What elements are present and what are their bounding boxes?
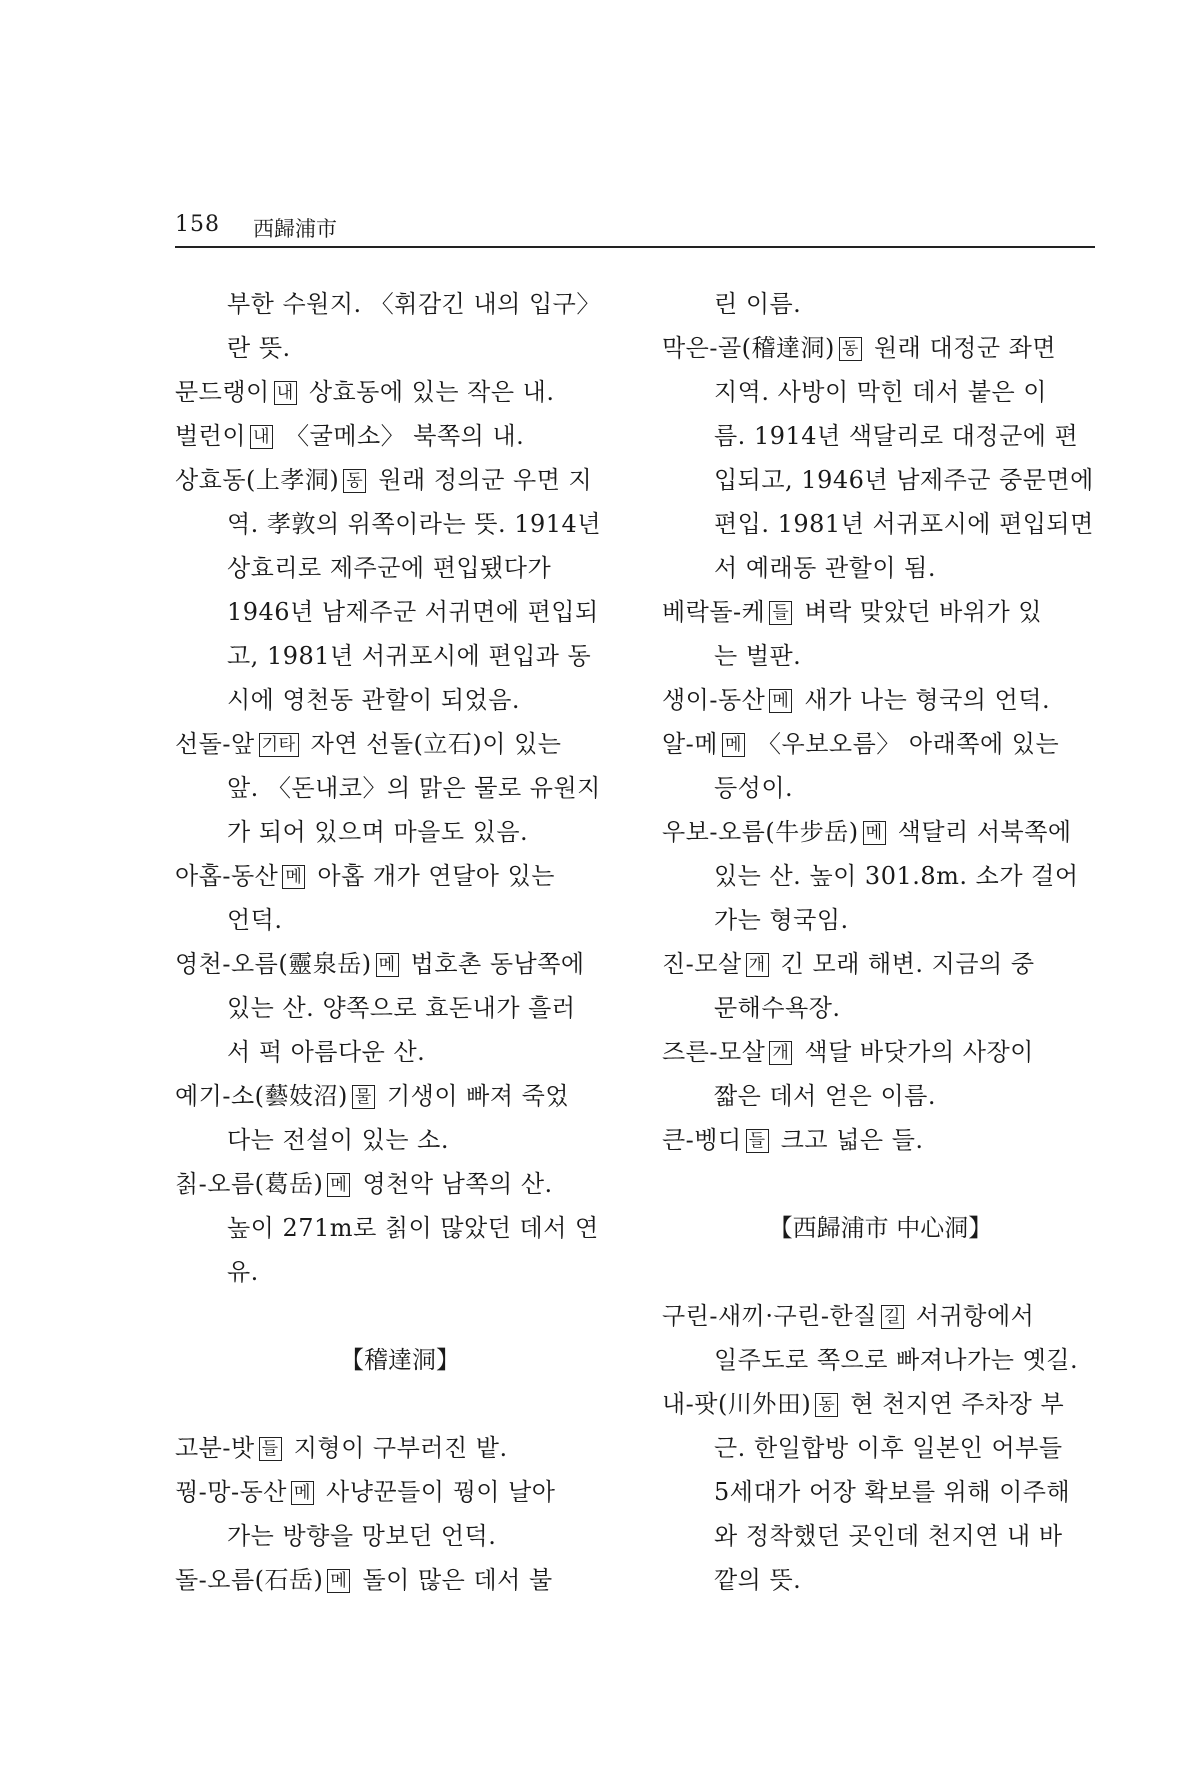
entry-line: 5세대가 어장 확보를 위해 이주해: [714, 1478, 1071, 1506]
entry-line: [175, 1162, 625, 1206]
entry-definition: 법호촌 동남쪽에: [402, 950, 585, 978]
entry-line: 란 뜻.: [227, 334, 291, 362]
entry-headword: 진-모살: [662, 950, 742, 978]
entry-headword: 즈른-모살: [662, 1038, 766, 1066]
entry-definition: 영천악 남쪽의 산.: [354, 1170, 553, 1198]
category-box-label: 메: [722, 733, 745, 757]
right-column: [662, 282, 1099, 1602]
entry-line: 역. 孝敦의 위쪽이라는 뜻. 1914년: [227, 510, 602, 538]
entry-line: [662, 722, 1099, 766]
left-column: [175, 282, 625, 1602]
category-box-label: 기타: [259, 733, 299, 757]
gazetteer-entry: [662, 1294, 1099, 1382]
entry-line: 앞. 〈돈내코〉의 맑은 물로 유원지: [227, 774, 601, 802]
page-number: 158: [175, 212, 220, 237]
entry-line: 일주도로 쪽으로 빠져나가는 옛길.: [714, 1346, 1079, 1374]
entry-headword: 돌-오름(石岳): [175, 1566, 324, 1594]
entry-line: 편입. 1981년 서귀포시에 편입되면: [714, 510, 1094, 538]
entry-headword: 막은-골(稽達洞): [662, 334, 835, 362]
entry-line: [175, 1558, 625, 1602]
entry-definition: 긴 모래 해변. 지금의 중: [772, 950, 1035, 978]
category-box-label: 들: [769, 601, 792, 625]
entry-line: 있는 산. 높이 301.8m. 소가 걸어: [714, 862, 1079, 890]
entry-line: 짧은 데서 얻은 이름.: [714, 1082, 936, 1110]
entry-line: [175, 854, 625, 898]
category-box-label: 동: [839, 337, 862, 361]
entry-line: [662, 590, 1099, 634]
entry-line: [175, 458, 625, 502]
gazetteer-entry: [662, 678, 1099, 722]
entry-line: 유.: [227, 1258, 259, 1286]
category-box-label: 개: [746, 953, 769, 977]
gazetteer-entry: [175, 942, 625, 1074]
category-box-label: 들: [746, 1129, 769, 1153]
entry-definition: 〈굴메소〉 북쪽의 내.: [277, 422, 525, 450]
gazetteer-entry: [662, 1118, 1099, 1162]
gazetteer-entry: [175, 414, 625, 458]
section-spacer: [662, 1162, 1099, 1206]
section-spacer: [175, 1294, 625, 1338]
gazetteer-entry: [662, 326, 1099, 590]
entry-headword: 큰-벵디: [662, 1126, 742, 1154]
entry-line: 부한 수원지. 〈휘감긴 내의 입구〉: [227, 290, 601, 318]
entry-line: 름. 1914년 색달리로 대정군에 편: [714, 422, 1079, 450]
entry-line: 근. 한일합방 이후 일본인 어부들: [714, 1434, 1063, 1462]
gazetteer-entry: [175, 1470, 625, 1558]
entry-definition: 상효동에 있는 작은 내.: [300, 378, 555, 406]
gazetteer-entry: [662, 942, 1099, 1030]
category-box-label: 물: [352, 1085, 375, 1109]
section-spacer: [662, 1250, 1099, 1294]
entry-definition: 돌이 많은 데서 불: [354, 1566, 553, 1594]
entry-definition: 새가 나는 형국의 언덕.: [796, 686, 1051, 714]
category-box-label: 메: [291, 1481, 314, 1505]
section-heading: 【稽達洞】: [340, 1346, 460, 1374]
gazetteer-entry: [175, 1426, 625, 1470]
entry-headword: 고분-밧: [175, 1434, 255, 1462]
entry-definition: 벼락 맞았던 바위가 있: [796, 598, 1042, 626]
category-box-label: 들: [259, 1437, 282, 1461]
entry-line: 등성이.: [714, 774, 794, 802]
entry-definition: 지형이 구부러진 밭.: [285, 1434, 508, 1462]
entry-line: 깥의 뜻.: [714, 1566, 802, 1594]
category-box-label: 동: [815, 1393, 838, 1417]
category-box-label: 메: [327, 1569, 350, 1593]
entry-line: 가는 형국임.: [714, 906, 849, 934]
entry-definition: 기생이 빠져 죽었: [378, 1082, 570, 1110]
entry-line: [175, 1470, 625, 1514]
entry-line: 고, 1981년 서귀포시에 편입과 동: [227, 642, 592, 670]
entry-line: 가 되어 있으며 마을도 있음.: [227, 818, 529, 846]
entry-definition: 색달 바닷가의 사장이: [796, 1038, 1034, 1066]
entry-line: [662, 1382, 1099, 1426]
category-box-label: 메: [769, 689, 792, 713]
entry-headword: 칡-오름(葛岳): [175, 1170, 324, 1198]
entry-line: 1946년 남제주군 서귀면에 편입되: [227, 598, 599, 626]
gazetteer-entry: [175, 1074, 625, 1162]
entry-line: [662, 942, 1099, 986]
entry-line: [662, 326, 1099, 370]
entry-definition: 원래 대정군 좌면: [865, 334, 1057, 362]
page-header: [175, 210, 1095, 250]
entry-headword: 문드랭이: [175, 378, 270, 406]
entry-definition: 크고 넓은 들.: [772, 1126, 924, 1154]
entry-line: [662, 1294, 1099, 1338]
entry-line: [662, 810, 1099, 854]
header-rule: [175, 246, 1095, 248]
entry-definition: 아홉 개가 연달아 있는: [309, 862, 555, 890]
entry-line: 높이 271m로 칡이 많았던 데서 연: [227, 1214, 599, 1242]
gazetteer-entry: [175, 854, 625, 942]
entry-line: 있는 산. 양쪽으로 효돈내가 흘러: [227, 994, 576, 1022]
entry-headword: 아홉-동산: [175, 862, 279, 890]
entry-definition: 자연 선돌(立石)이 있는: [302, 730, 562, 758]
entry-definition: 색달리 서북쪽에: [889, 818, 1072, 846]
entry-line: [662, 678, 1099, 722]
running-title: 西歸浦市: [253, 217, 337, 241]
entry-headword: 선돌-앞: [175, 730, 255, 758]
category-box-label: 메: [282, 865, 305, 889]
entry-line: 문해수욕장.: [714, 994, 841, 1022]
entry-line: [662, 1030, 1099, 1074]
entry-headword: 우보-오름(牛步岳): [662, 818, 859, 846]
category-box-label: 메: [376, 953, 399, 977]
entry-definition: 현 천지연 주차장 부: [842, 1390, 1065, 1418]
entry-headword: 구린-새끼·구린-한질: [662, 1302, 877, 1330]
entry-definition: 〈우보오름〉 아래쪽에 있는: [748, 730, 1060, 758]
gazetteer-entry: [662, 1382, 1099, 1602]
entry-headword: 생이-동산: [662, 686, 766, 714]
entry-definition: 원래 정의군 우면 지: [370, 466, 593, 494]
entry-line: 입되고, 1946년 남제주군 중문면에: [714, 466, 1094, 494]
entry-line: 지역. 사방이 막힌 데서 붙은 이: [714, 378, 1047, 406]
entry-line: 서 퍽 아름다운 산.: [227, 1038, 426, 1066]
category-box-label: 동: [343, 469, 366, 493]
entry-line: 상효리로 제주군에 편입됐다가: [227, 554, 552, 582]
entry-line: [175, 942, 625, 986]
entry-headword: 상효동(上孝洞): [175, 466, 340, 494]
entry-headword: 베락돌-케: [662, 598, 766, 626]
gazetteer-entry: [175, 282, 625, 370]
gazetteer-entry: [662, 1030, 1099, 1118]
gazetteer-entry: [175, 370, 625, 414]
entry-line: 시에 영천동 관할이 되었음.: [227, 686, 521, 714]
gazetteer-entry: [175, 722, 625, 854]
entry-line: [662, 1118, 1099, 1162]
entry-line: 언덕.: [227, 906, 283, 934]
entry-headword: 꿩-망-동산: [175, 1478, 287, 1506]
entry-line: [175, 414, 625, 458]
entry-line: [175, 1074, 625, 1118]
entry-line: 서 예래동 관할이 됨.: [714, 554, 936, 582]
entry-line: [175, 370, 625, 414]
entry-headword: 벌런이: [175, 422, 247, 450]
gazetteer-entry: [175, 1162, 625, 1294]
entry-line: 는 벌판.: [714, 642, 802, 670]
entry-line: [175, 722, 625, 766]
entry-line: [175, 1426, 625, 1470]
entry-definition: 서귀항에서: [907, 1302, 1035, 1330]
gazetteer-entry: [662, 810, 1099, 942]
entry-line: 린 이름.: [714, 290, 802, 318]
category-box-label: 메: [327, 1173, 350, 1197]
entry-line: 다는 전설이 있는 소.: [227, 1126, 449, 1154]
category-box-label: 길: [881, 1305, 904, 1329]
section-spacer: [175, 1382, 625, 1426]
entry-headword: 알-메: [662, 730, 718, 758]
category-box-label: 메: [863, 821, 886, 845]
gazetteer-entry: [662, 722, 1099, 810]
category-box-label: 내: [250, 425, 273, 449]
gazetteer-entry: [175, 458, 625, 722]
gazetteer-entry: [662, 590, 1099, 678]
category-box-label: 내: [274, 381, 297, 405]
entry-line: 가는 방향을 망보던 언덕.: [227, 1522, 497, 1550]
entry-headword: 내-팟(川外田): [662, 1390, 812, 1418]
entry-line: 와 정착했던 곳인데 천지연 내 바: [714, 1522, 1063, 1550]
entry-definition: 사냥꾼들이 꿩이 날아: [317, 1478, 556, 1506]
entry-headword: 영천-오름(靈泉岳): [175, 950, 372, 978]
section-heading: 【西歸浦市 中心洞】: [768, 1214, 993, 1242]
category-box-label: 개: [769, 1041, 792, 1065]
gazetteer-entry: [662, 282, 1099, 326]
entry-headword: 예기-소(藝妓沼): [175, 1082, 348, 1110]
gazetteer-entry: [175, 1558, 625, 1602]
